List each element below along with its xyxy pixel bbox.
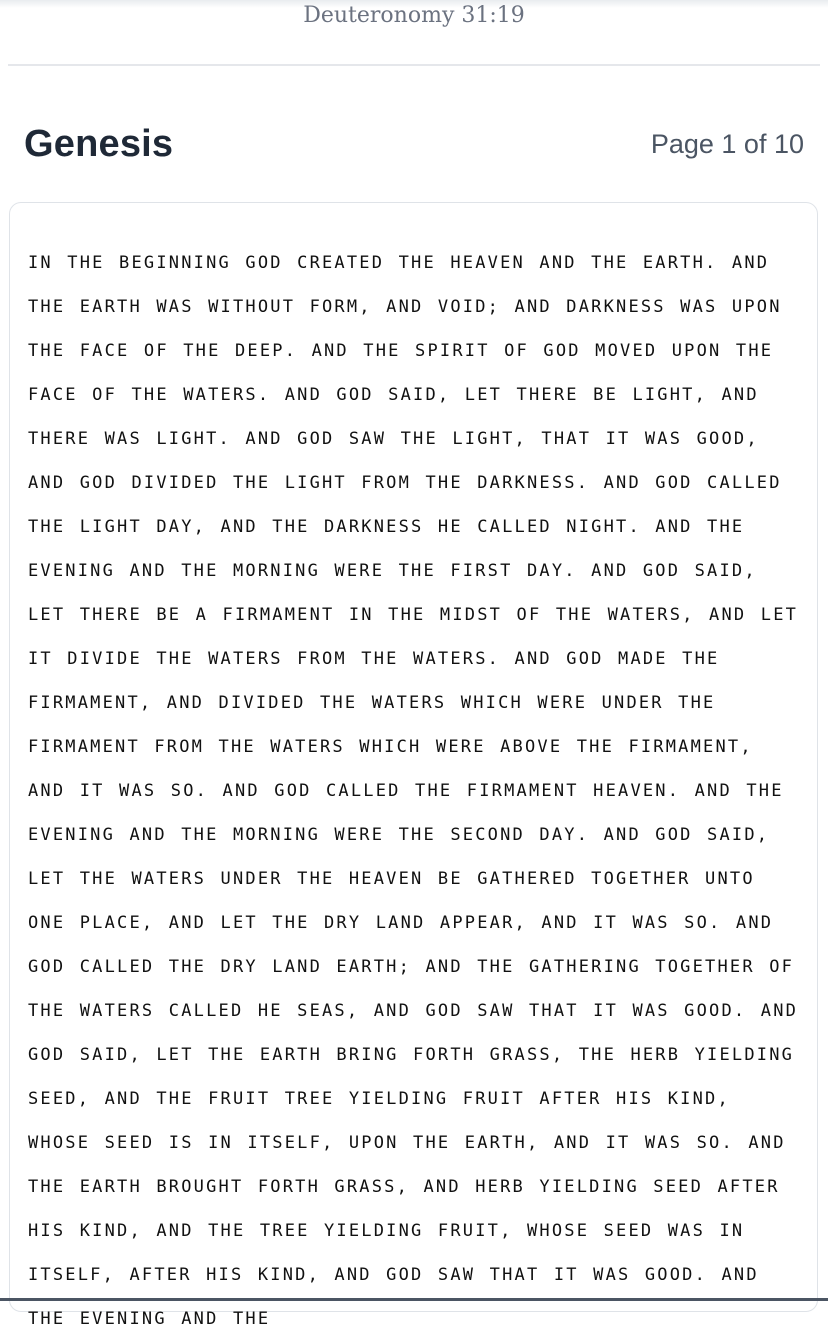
divider [8,64,820,66]
page-indicator: Page 1 of 10 [650,128,804,159]
bottom-bar [0,1298,828,1301]
passage-card[interactable] [9,202,818,1329]
handwritten-passage: IN THE BEGINNING GOD CREATED THE HEAVEN AND THE EARTH. AND THE EARTH WAS WITHOUT FORM, AND VOID; AND DARKNESS WAS UPON THE FACE OF THE DEEP. AND THE SPIRIT OF GOD MOVED UPON THE FACE OF THE WATERS. AND GOD SAID, LET THERE BE LIGHT, AND THERE WAS LIGHT. AND GOD SAW THE LIGHT, THAT IT WAS GOOD, AND GOD DIVIDED THE LIGHT FROM THE DARKNESS. AND GOD CALLED THE LIGHT DAY, AND THE DARKNESS HE CALLED NIGHT. AND THE EVENING AND THE MORNING WERE THE FIRST DAY. AND GOD SAID, LET THERE BE A FIRMAMENT IN THE MIDST OF THE WATERS, AND LET IT DIVIDE THE WATERS FROM THE WATERS. AND GOD MADE THE FIRMAMENT, AND DIVIDED THE WATERS WHICH WERE UNDER THE FIRMAMENT FROM THE WATERS WHICH WERE ABOVE THE FIRMAMENT, AND IT WAS SO. AND GOD CALLED THE FIRMAMENT HEAVEN. AND THE EVENING AND THE MORNING WERE THE SECOND DAY. AND GOD SAID, LET THE WATERS UNDER THE HEAVEN BE GATHERED TOGETHER UNTO ONE PLACE, AND LET THE DRY LAND APPEAR, AND IT WAS SO. AND GOD CALLED THE DRY LAND EARTH; AND THE GATHERING TOGETHER OF THE WATERS CALLED HE SEAS, AND GOD SAW THAT IT WAS GOOD. AND GOD SAID, LET THE EARTH BRING FORTH GRASS, THE HERB YIELDING SEED, AND THE FRUIT TREE YIELDING FRUIT AFTER HIS KIND, WHOSE SEED IS IN ITSELF, UPON THE EARTH, AND IT WAS SO. AND THE EARTH BROUGHT FORTH GRASS, AND HERB YIELDING SEED AFTER HIS KIND, AND THE TREE YIELDING FRUIT, WHOSE SEED WAS IN ITSELF, AFTER HIS KIND, AND GOD SAW THAT IT WAS GOOD. AND THE EVENING AND THE [28,253,799,1329]
book-title: Genesis [24,122,174,165]
book-header [24,116,804,172]
verse-reference: Deuteronomy 31:19 [303,3,525,28]
